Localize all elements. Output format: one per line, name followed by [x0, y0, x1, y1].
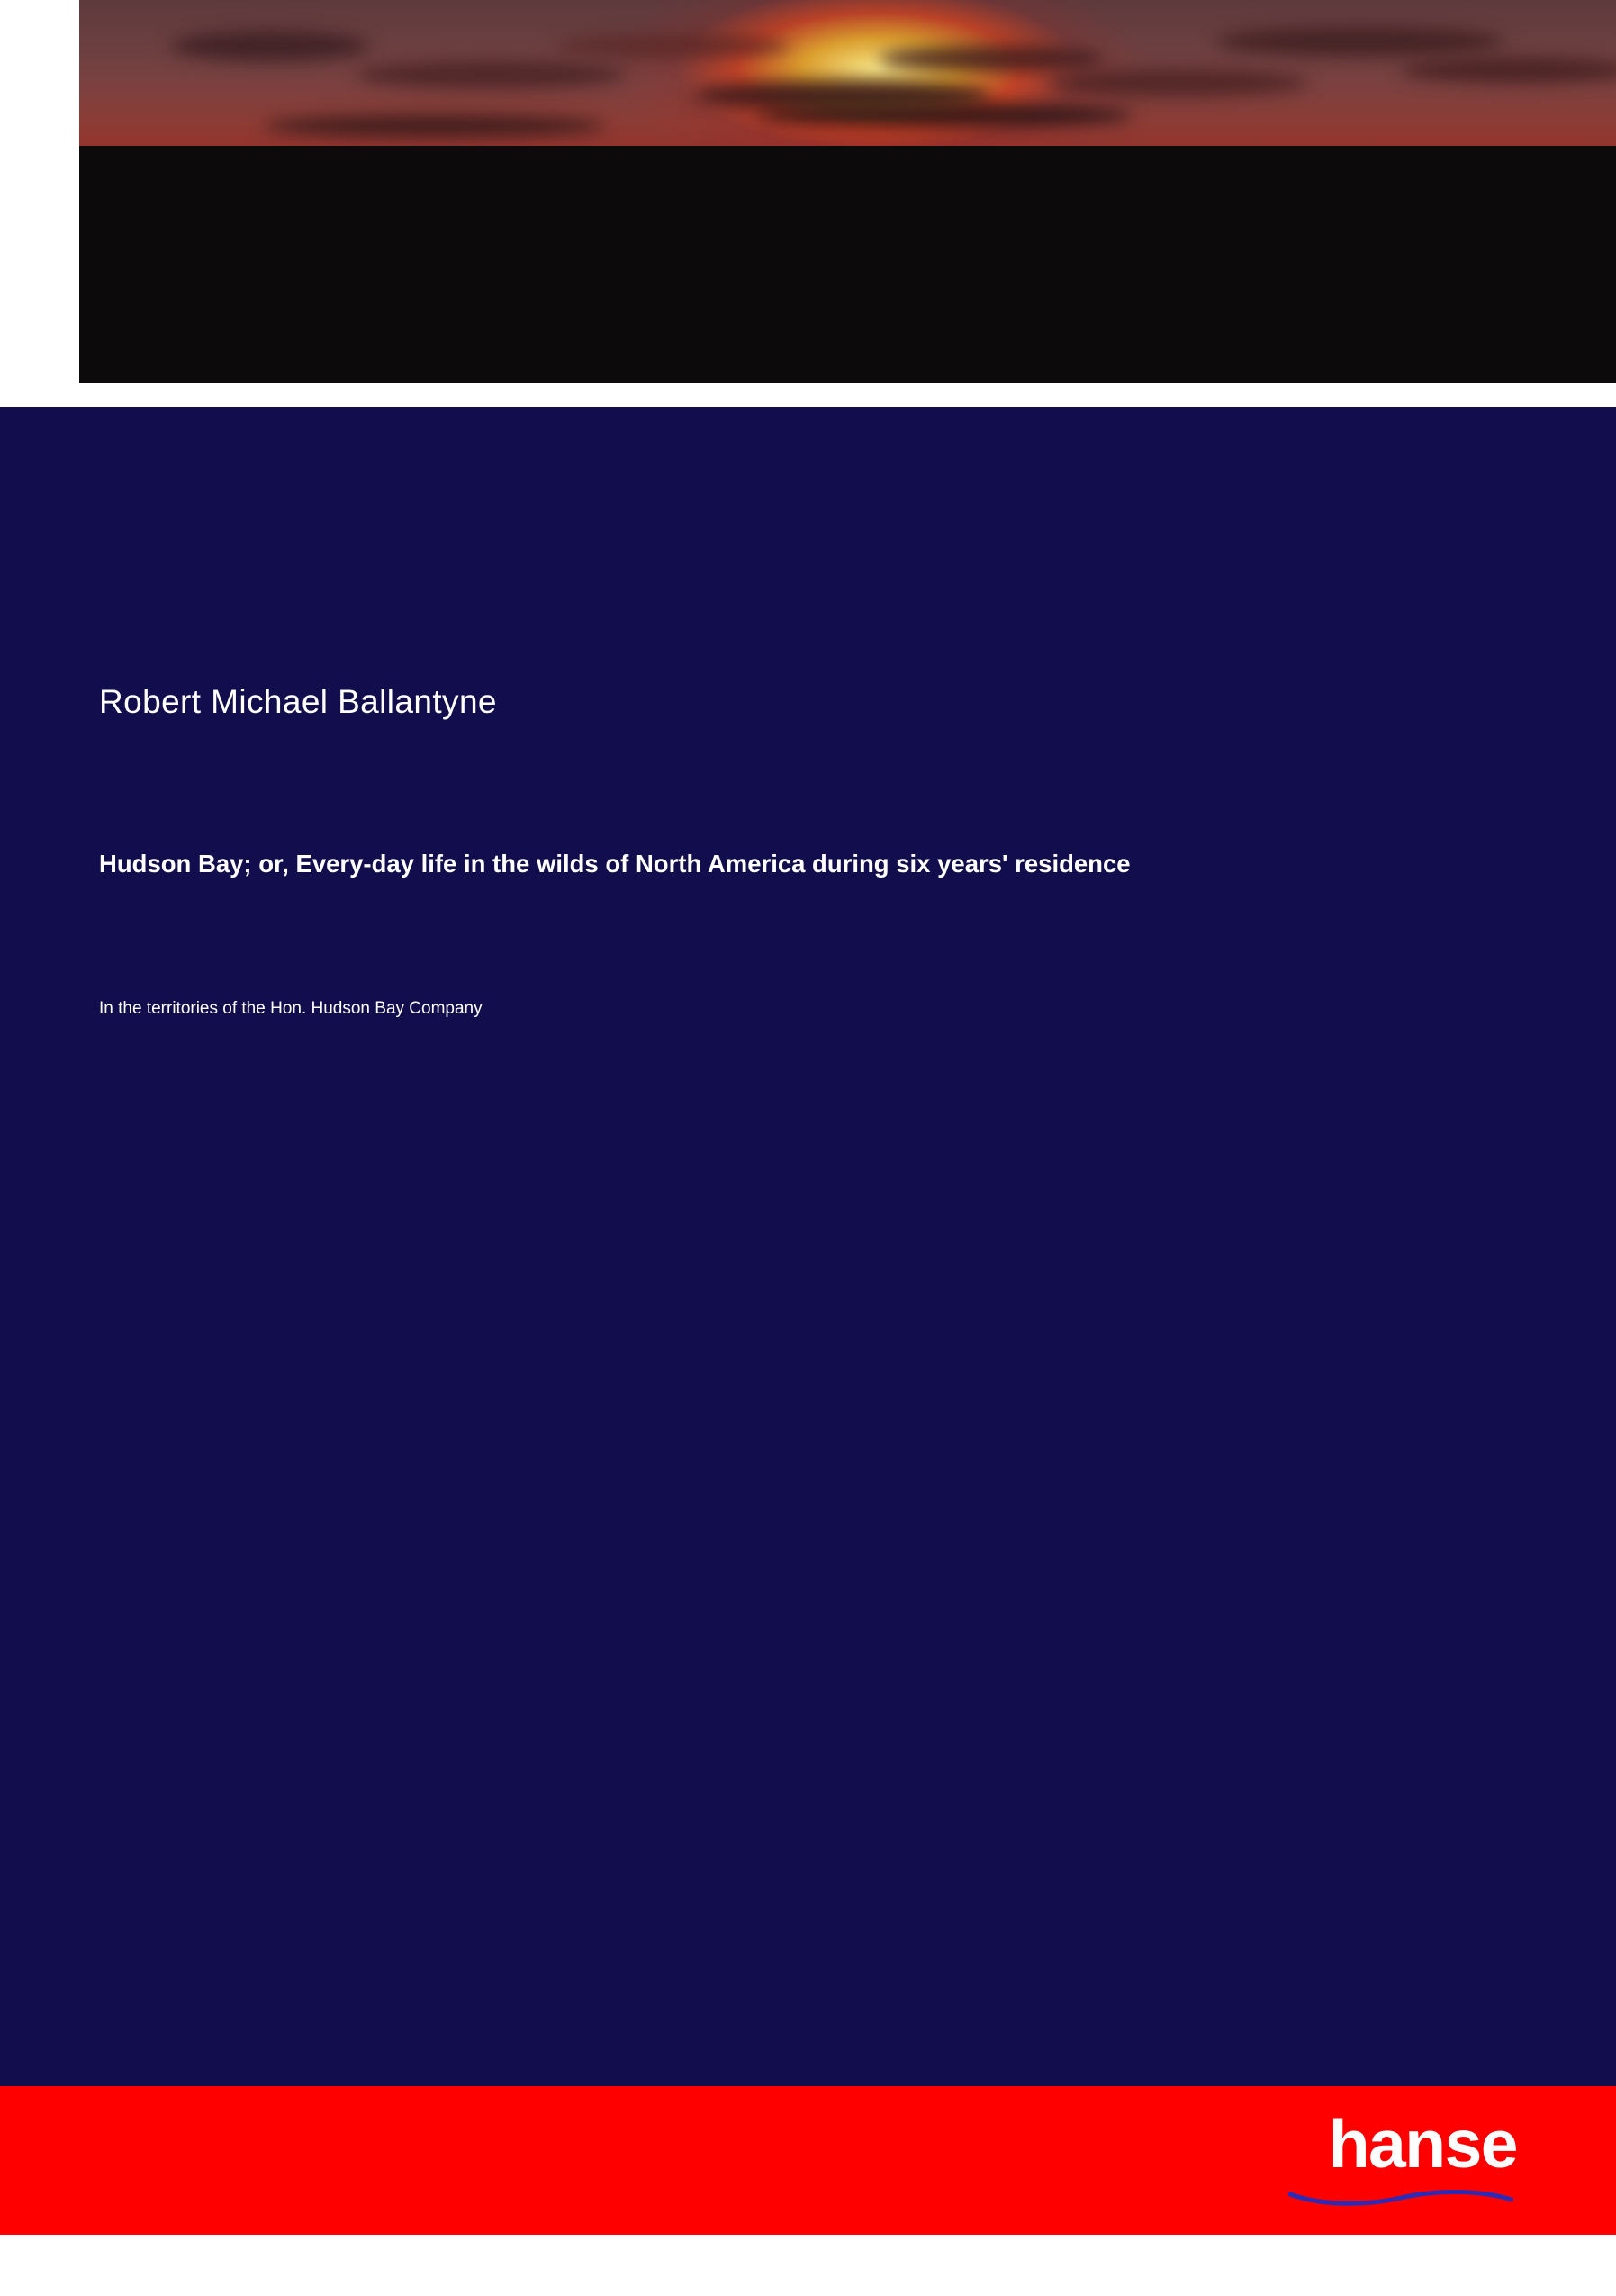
cloud-shape: [1047, 69, 1308, 96]
book-subtitle: In the territories of the Hon. Hudson Bay Company: [99, 999, 483, 1018]
cloud-shape: [171, 31, 369, 61]
author-name: Robert Michael Ballantyne: [99, 683, 497, 720]
cloud-shape: [755, 104, 1133, 127]
publisher-logo-text: hanse: [1328, 2106, 1517, 2182]
bottom-margin: [0, 2235, 1616, 2296]
cloud-shape: [879, 46, 1104, 71]
cloud-shape: [264, 115, 606, 137]
cover-body: [0, 407, 1616, 2086]
logo-swoosh-icon: [1288, 2187, 1513, 2207]
book-title: Hudson Bay; or, Every-day life in the wilds of North America during six years' residence: [99, 850, 1131, 878]
cloud-shape: [356, 61, 626, 88]
forest-silhouette: [79, 146, 1616, 383]
cover-photo: [79, 0, 1616, 383]
cloud-shape: [1401, 58, 1616, 83]
cloud-shape: [555, 34, 790, 58]
cloud-shape: [1216, 27, 1504, 56]
sunset-photograph: [79, 0, 1616, 383]
publisher-logo: [1256, 2106, 1517, 2214]
